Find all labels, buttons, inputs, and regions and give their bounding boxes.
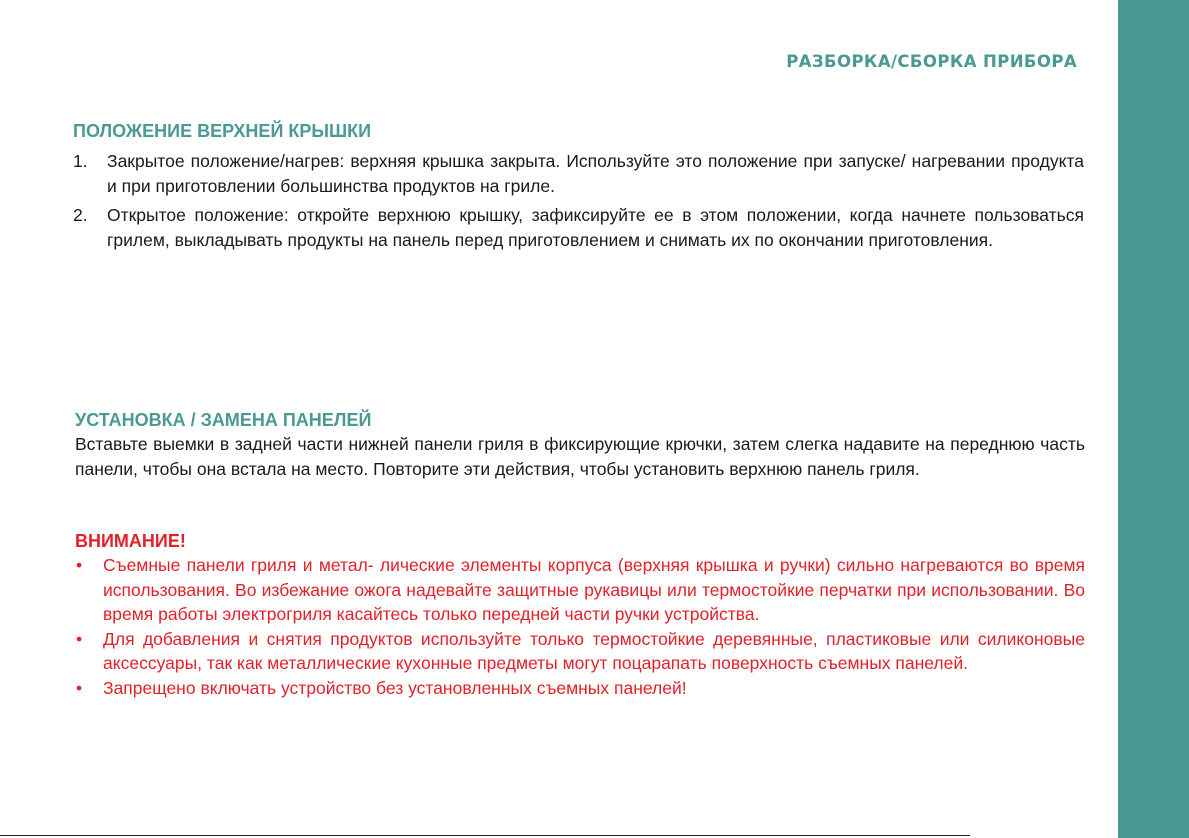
warning-section	[75, 529, 1085, 700]
bottom-divider	[0, 835, 970, 836]
list-item-number: 1.	[73, 151, 88, 171]
warning-item-text: Для добавления и снятия продуктов используйте только термостойкие деревянные, пластиковые или силиконовые аксессуары, так как металлические кухонные предметы могут поцарапать поверхность съемных панелей.	[103, 628, 1085, 673]
warning-heading: ВНИМАНИЕ!	[75, 531, 186, 551]
lid-position-list	[73, 149, 1084, 253]
list-item	[73, 149, 1084, 199]
warning-item	[75, 676, 1085, 701]
side-color-band	[1118, 0, 1189, 838]
warning-item	[75, 553, 1085, 627]
bullet-icon: •	[76, 555, 83, 575]
lid-position-section	[73, 119, 1084, 257]
lid-position-heading: ПОЛОЖЕНИЕ ВЕРХНЕЙ КРЫШКИ	[73, 121, 372, 141]
warning-item-text: Съемные панели гриля и метал- лические элементы корпуса (верхняя крышка и ручки) сильно нагреваются во время использования. Во избежание ожога надевайте защитные рукавицы или термостойкие перчатки при использовании. Во время работы электрогриля касайтесь только передней части ручки устройства.	[103, 555, 1085, 624]
warning-item	[75, 627, 1085, 676]
panel-install-text: Вставьте выемки в задней части нижней панели гриля в фиксирующие крючки, затем слегка надавите на переднюю часть панели, чтобы она встала на место. Повторите эти действия, чтобы установить верхнюю панель гриля.	[75, 434, 1085, 479]
bullet-icon: •	[76, 628, 83, 649]
list-item-text: Закрытое положение/нагрев: верхняя крышка закрыта. Используйте это положение при запуске/ нагревании продукта и при приготовлении большинства продуктов на гриле.	[107, 151, 1084, 196]
list-item-text: Открытое положение: откройте верхнюю крышку, зафиксируйте ее в этом положении, когда начнете пользоваться грилем, выкладывать продукты на панель перед приготовлением и снимать их по окончании приготовления.	[107, 205, 1084, 250]
warning-list	[75, 553, 1085, 700]
bullet-icon: •	[76, 677, 83, 698]
list-item	[73, 203, 1084, 253]
warning-item-text: Запрещено включать устройство без установленных съемных панелей!	[103, 677, 687, 698]
panel-install-heading: УСТАНОВКА / ЗАМЕНА ПАНЕЛЕЙ	[75, 410, 372, 430]
panel-install-section	[75, 408, 1085, 481]
page-header-title: РАЗБОРКА/СБОРКА ПРИБОРА	[786, 52, 1077, 71]
list-item-number: 2.	[73, 205, 88, 225]
